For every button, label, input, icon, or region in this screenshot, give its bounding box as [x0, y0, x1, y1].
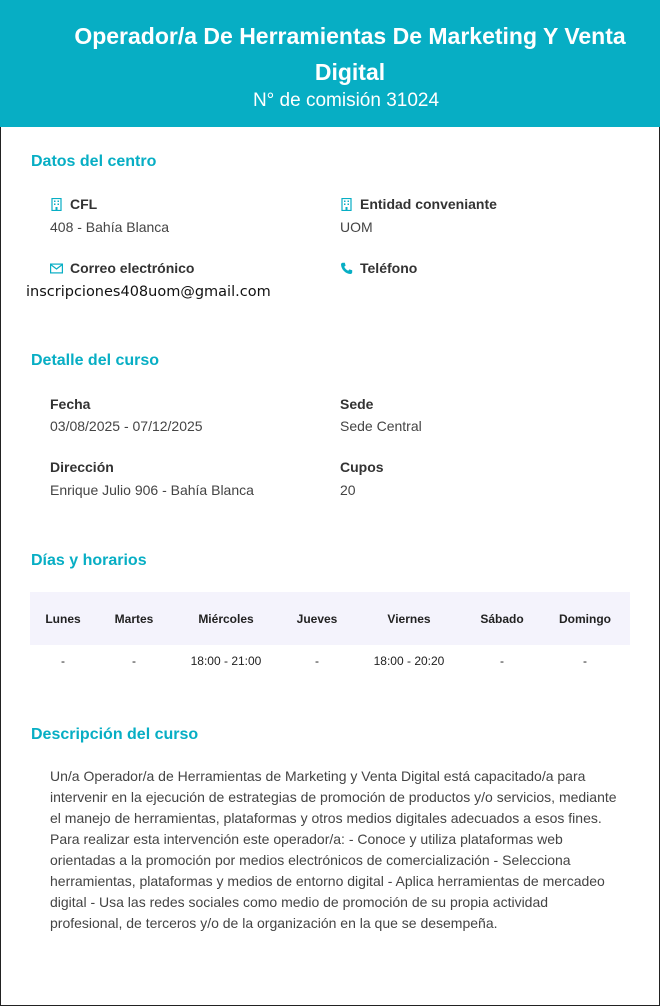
- day-header-sabado: Sábado: [464, 592, 540, 645]
- schedule-table: [30, 592, 630, 677]
- fecha-value: 03/08/2025 - 07/12/2025: [50, 418, 203, 434]
- time-cell-viernes: 18:00 - 20:20: [373, 654, 445, 668]
- cupos-value: 20: [340, 482, 356, 498]
- sede-label: Sede: [340, 396, 374, 412]
- cfl-label: [50, 196, 97, 212]
- email-label-text: Correo electrónico: [70, 260, 195, 276]
- building-icon: [340, 198, 353, 211]
- building-icon: [50, 198, 63, 211]
- envelope-icon: [50, 262, 63, 275]
- telefono-label-text: Teléfono: [360, 260, 418, 276]
- fecha-label: Fecha: [50, 396, 91, 412]
- day-header-domingo: Domingo: [540, 592, 630, 645]
- email-label: [50, 260, 194, 276]
- telefono-label: [340, 260, 417, 276]
- entidad-value: UOM: [340, 219, 373, 235]
- time-cell-domingo: -: [583, 654, 587, 668]
- time-cell-lunes: -: [61, 654, 65, 668]
- schedule-header-row: [30, 592, 630, 645]
- phone-icon: [340, 262, 353, 275]
- section-title-descripcion: Descripción del curso: [31, 726, 199, 743]
- section-title-centro: Datos del centro: [31, 153, 157, 170]
- day-header-martes: Martes: [96, 592, 172, 645]
- entidad-label-text: Entidad conveniante: [360, 196, 497, 212]
- day-header-miercoles: Miércoles: [172, 592, 280, 645]
- day-header-jueves: Jueves: [280, 592, 354, 645]
- direccion-value: Enrique Julio 906 - Bahía Blanca: [50, 482, 254, 498]
- entidad-label: [340, 196, 497, 212]
- course-description: Un/a Operador/a de Herramientas de Marketing y Venta Digital está capacitado/a para intervenir en la ejecución de estrategias de promoción de productos y/o servicios, mediante el manejo de herramientas, plataformas y otros medios digitales adecuados a esos fines. Para realizar esta intervención este operador/a: - Conoce y utiliza plataformas web orientadas a la promoción por medios electrónicos de comercialización - Selecciona herramientas, plataformas y medios de entorno digital - Aplica herramientas de mercadeo digital - Usa las redes sociales como medio de promoción de su propia actividad profesional, de terceros y/o de la organización en la que se desempeña.: [50, 768, 617, 931]
- schedule-times-row: [30, 645, 630, 677]
- time-cell-miercoles: 18:00 - 21:00: [190, 654, 262, 668]
- cfl-value: 408 - Bahía Blanca: [50, 219, 170, 235]
- page-header: [0, 0, 660, 127]
- day-header-viernes: Viernes: [354, 592, 464, 645]
- section-title-horarios: Días y horarios: [31, 552, 147, 569]
- commission-number: N° de comisión 31024: [252, 90, 440, 111]
- day-header-lunes: Lunes: [30, 592, 96, 645]
- sede-value: Sede Central: [340, 418, 422, 434]
- time-cell-sabado: -: [500, 654, 504, 668]
- section-title-curso: Detalle del curso: [31, 352, 160, 369]
- direccion-label: Dirección: [50, 459, 114, 475]
- time-cell-martes: -: [132, 654, 136, 668]
- course-title: Operador/a De Herramientas De Marketing Y Venta Digital: [74, 23, 626, 85]
- email-value[interactable]: inscripciones408uom@gmail.com: [26, 284, 271, 300]
- cupos-label: Cupos: [340, 459, 384, 475]
- cfl-label-text: CFL: [70, 196, 98, 212]
- time-cell-jueves: -: [315, 654, 319, 668]
